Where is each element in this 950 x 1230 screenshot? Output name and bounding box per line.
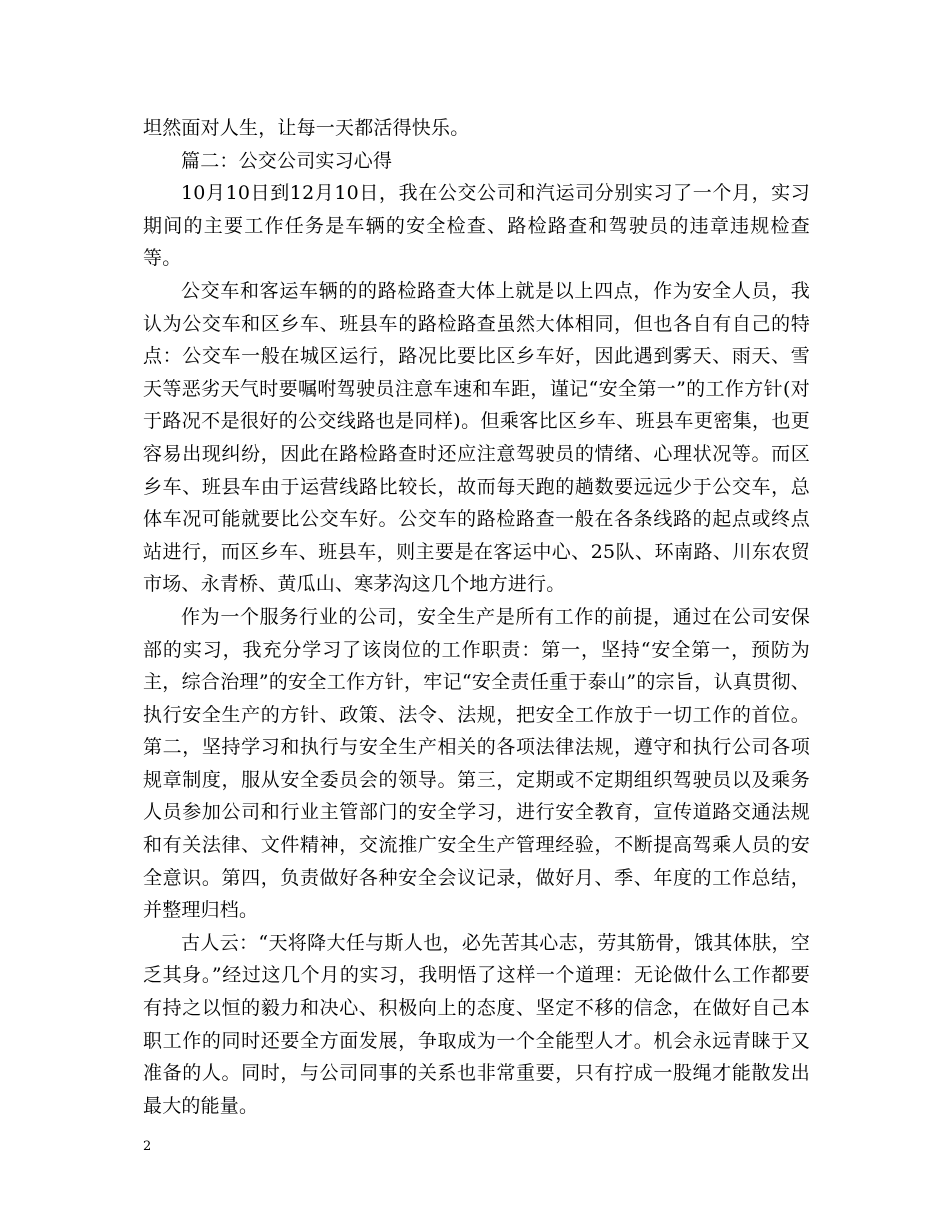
paragraph-3: 10月10日到12月10日，我在公交公司和汽运司分别实习了一个月，实习期间的主要工作任务是车辆的安全检查、路检路查和驾驶员的违章违规检查等。	[143, 182, 810, 270]
paragraph-4: 公交车和客运车辆的的路检路查大体上就是以上四点，作为安全人员，我认为公交车和区乡车、班县车的路检路查虽然大体相同，但也各自有自己的特点：公交车一般在城区运行，路况比要比区乡车好，因此遇到雾天、雨天、雪天等恶劣天气时要嘱咐驾驶员注意车速和车距，谨记“安全第一”的工作方针(对于路况不是很好的公交线路也是同样)。但乘客比区乡车、班县车更密集，也更容易出现纠纷，因此在路检路查时还应注意驾驶员的情绪、心理状况等。而区乡车、班县车由于运营线路比较长，故而每天跑的趟数要远远少于公交车，总体车况可能就要比公交车好。公交车的路检路查一般在各条线路的起点或终点站进行，而区乡车、班县车，则主要是在客运中心、25队、环南路、川东农贸市场、永青桥、黄瓜山、寒茅沟这几个地方进行。	[143, 279, 810, 596]
paragraph-6: 古人云：“天将降大任与斯人也，必先苦其心志，劳其筋骨，饿其体肤，空乏其身。”经过这几个月的实习，我明悟了这样一个道理：无论做什么工作都要有持之以恒的毅力和决心、积极向上的态度、坚定不移的信念，在做好自己本职工作的同时还要全方面发展，争取成为一个全能型人才。机会永远青睐于又准备的人。同时，与公司同事的关系也非常重要，只有拧成一股绳才能散发出最大的能量。	[143, 931, 810, 1117]
section-heading: 篇二：公交公司实习心得	[181, 149, 393, 172]
document-body	[143, 112, 810, 1122]
paragraph-5: 作为一个服务行业的公司，安全生产是所有工作的前提，通过在公司安保部的实习，我充分学习了该岗位的工作职责：第一，坚持“安全第一，预防为主，综合治理”的安全工作方针，牢记“安全责任重于泰山”的宗旨，认真贯彻、执行安全生产的方针、政策、法令、法规，把安全工作放于一切工作的首位。第二，坚持学习和执行与安全生产相关的各项法律法规，遵守和执行公司各项规章制度，服从安全委员会的领导。第三，定期或不定期组织驾驶员以及乘务人员参加公司和行业主管部门的安全学习，进行安全教育，宣传道路交通法规和有关法律、文件精神，交流推广安全生产管理经验，不断提高驾乘人员的安全意识。第四，负责做好各种安全会议记录，做好月、季、年度的工作总结，并整理归档。	[143, 605, 810, 922]
paragraph-1: 坦然面对人生，让每一天都活得快乐。	[143, 117, 470, 139]
page-number: 2	[143, 1139, 152, 1154]
